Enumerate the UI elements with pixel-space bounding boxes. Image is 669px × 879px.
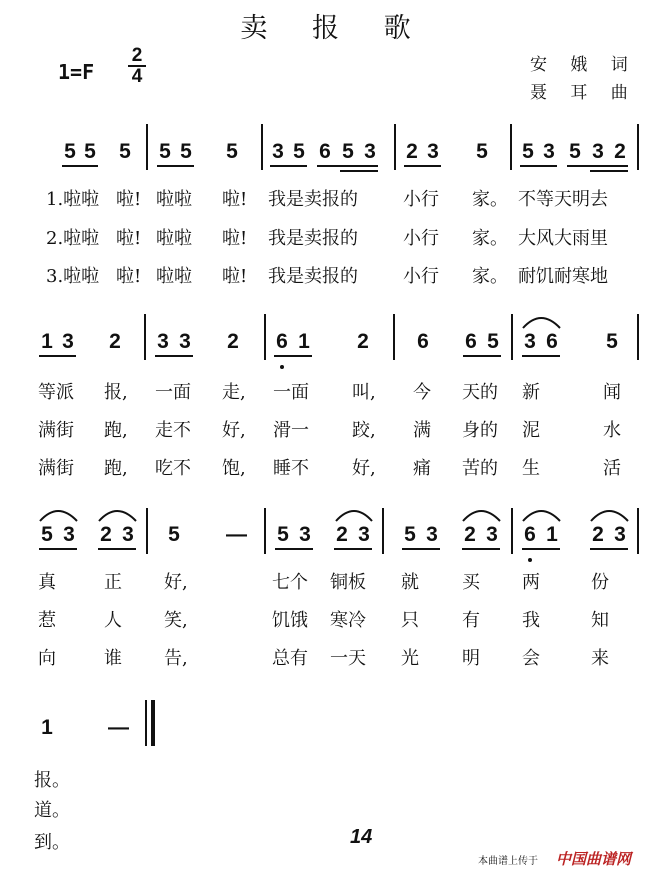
lyric: 走, <box>222 382 246 403</box>
lyric: 吃不 <box>155 458 191 479</box>
slur <box>523 318 560 328</box>
note: 5 <box>293 140 305 163</box>
key-signature: 1=F <box>58 60 95 84</box>
lyric: 笑, <box>164 610 188 631</box>
lyric: 等派 <box>38 382 74 403</box>
lyric: 啦! <box>116 189 142 210</box>
lyric: 2.啦啦 <box>46 228 100 249</box>
note: 6 <box>524 523 536 546</box>
lyric: 跑, <box>104 458 128 479</box>
lyric: 满街 <box>38 420 74 441</box>
note: 5 <box>277 523 289 546</box>
note: 5 <box>64 140 76 163</box>
lyricist-credit: 安 娥 词 <box>530 55 637 75</box>
note: 1 <box>298 330 310 353</box>
page-number: 14 <box>350 826 373 848</box>
lyric: 七个 <box>272 572 308 593</box>
note: 3 <box>614 523 626 546</box>
note: 1 <box>41 716 53 739</box>
slur <box>336 511 372 521</box>
lyric: 好, <box>222 420 246 441</box>
lyric: 明 <box>462 648 480 669</box>
lyric: 滑一 <box>273 420 309 441</box>
lyric: 啦啦 <box>156 228 192 249</box>
slur <box>99 511 136 521</box>
lyric: 报。 <box>34 770 70 791</box>
note: 1 <box>41 330 53 353</box>
lyric: 正 <box>104 572 122 593</box>
lyric: 饥饿 <box>272 610 308 631</box>
slur <box>591 511 628 521</box>
dash: — <box>226 523 247 546</box>
lyric: 有 <box>462 610 480 631</box>
note: 3 <box>179 330 191 353</box>
note: 5 <box>41 523 53 546</box>
lyric: 到。 <box>34 832 70 853</box>
lyric: 啦啦 <box>156 189 192 210</box>
note: 3 <box>157 330 169 353</box>
note: 3 <box>524 330 536 353</box>
note: 5 <box>522 140 534 163</box>
lyric: 小行 <box>403 266 439 287</box>
composer-credit: 聂 耳 曲 <box>530 83 637 103</box>
lyric: 份 <box>591 572 609 593</box>
lyric: 跑, <box>104 420 128 441</box>
note: 3 <box>122 523 134 546</box>
lyric: 向 <box>38 648 56 669</box>
lyric: 真 <box>38 572 56 593</box>
lyric: 痛 <box>413 458 431 479</box>
lyric: 人 <box>104 610 122 631</box>
note: 5 <box>84 140 96 163</box>
note: 2 <box>614 140 626 163</box>
note: 2 <box>227 330 239 353</box>
slur <box>463 511 500 521</box>
note: 3 <box>426 523 438 546</box>
lyric: 啦! <box>222 189 248 210</box>
note: 5 <box>476 140 488 163</box>
lyric: 泥 <box>522 420 540 441</box>
lyric: 家。 <box>472 266 508 287</box>
note: 3 <box>358 523 370 546</box>
lyric: 好, <box>164 572 188 593</box>
lyric: 我 <box>522 610 540 631</box>
note: 2 <box>336 523 348 546</box>
note: 5 <box>226 140 238 163</box>
note: 6 <box>465 330 477 353</box>
lyric: 一天 <box>330 648 366 669</box>
lyric: 3.啦啦 <box>46 266 100 287</box>
note: 6 <box>417 330 429 353</box>
slur <box>40 511 77 521</box>
note: 2 <box>357 330 369 353</box>
note: 5 <box>487 330 499 353</box>
lyric: 我是卖报的 <box>268 189 358 210</box>
note: 3 <box>364 140 376 163</box>
lyric: 今 <box>413 382 431 403</box>
note: 6 <box>319 140 331 163</box>
lyric: 饱, <box>222 458 246 479</box>
lyric: 铜板 <box>330 572 366 593</box>
lyric: 活 <box>603 458 621 479</box>
lyric: 谁 <box>104 648 122 669</box>
note: 3 <box>486 523 498 546</box>
lyric: 道。 <box>34 800 70 821</box>
slur <box>523 511 560 521</box>
lyric: 生 <box>522 458 540 479</box>
upload-note: 本曲谱上传于 <box>478 856 538 867</box>
lyric: 就 <box>401 572 419 593</box>
lyric: 啦! <box>116 266 142 287</box>
lyric: 耐饥耐寒地 <box>518 266 608 287</box>
lyric: 两 <box>522 572 540 593</box>
lyric: 光 <box>401 648 419 669</box>
note: 5 <box>119 140 131 163</box>
note: 2 <box>100 523 112 546</box>
note: 5 <box>606 330 618 353</box>
lyric: 好, <box>352 458 376 479</box>
note: 5 <box>159 140 171 163</box>
lyric: 睡不 <box>273 458 309 479</box>
song-title: 卖 报 歌 <box>240 13 429 44</box>
dash: — <box>108 716 129 739</box>
lyric: 身的 <box>462 420 498 441</box>
lyric: 走不 <box>155 420 191 441</box>
lyric: 天的 <box>462 382 498 403</box>
note: 3 <box>427 140 439 163</box>
lyric: 1.啦啦 <box>46 189 100 210</box>
lyric: 啦啦 <box>156 266 192 287</box>
note: 5 <box>404 523 416 546</box>
lyric: 一面 <box>273 382 309 403</box>
meter-top: 2 <box>128 46 146 67</box>
lyric: 我是卖报的 <box>268 266 358 287</box>
lyric: 寒冷 <box>330 610 366 631</box>
note: 3 <box>63 523 75 546</box>
note: 3 <box>592 140 604 163</box>
lyric: 报, <box>104 382 128 403</box>
lyric: 大风大雨里 <box>518 228 608 249</box>
lyric: 新 <box>522 382 540 403</box>
lyric: 会 <box>522 648 540 669</box>
note: 3 <box>272 140 284 163</box>
lyric: 不等天明去 <box>518 189 608 210</box>
lyric: 买 <box>462 572 480 593</box>
lyric: 跤, <box>352 420 376 441</box>
meter-bottom: 4 <box>131 66 143 87</box>
note: 6 <box>276 330 288 353</box>
lyric: 啦! <box>222 228 248 249</box>
lyric: 家。 <box>472 189 508 210</box>
lyric: 惹 <box>38 610 56 631</box>
lyric: 来 <box>591 648 609 669</box>
lyric: 闻 <box>603 382 621 403</box>
note: 2 <box>109 330 121 353</box>
lyric: 水 <box>603 420 621 441</box>
lyric: 小行 <box>403 189 439 210</box>
lyric: 我是卖报的 <box>268 228 358 249</box>
note: 2 <box>464 523 476 546</box>
lyric: 啦! <box>222 266 248 287</box>
lyric: 知 <box>591 610 609 631</box>
note: 2 <box>592 523 604 546</box>
lyric: 小行 <box>403 228 439 249</box>
site-logo: 中国曲谱网 <box>556 851 632 868</box>
note: 1 <box>546 523 558 546</box>
lyric: 告, <box>164 648 188 669</box>
note: 2 <box>406 140 418 163</box>
lyric: 啦! <box>116 228 142 249</box>
lyric: 家。 <box>472 228 508 249</box>
lyric: 苦的 <box>462 458 498 479</box>
note: 5 <box>168 523 180 546</box>
lyric: 满 <box>413 420 431 441</box>
lyric: 只 <box>401 610 419 631</box>
lyric: 满街 <box>38 458 74 479</box>
note: 5 <box>180 140 192 163</box>
lyric: 总有 <box>272 648 308 669</box>
note: 3 <box>299 523 311 546</box>
note: 5 <box>569 140 581 163</box>
note: 6 <box>546 330 558 353</box>
note: 3 <box>62 330 74 353</box>
note: 3 <box>543 140 555 163</box>
lyric: 一面 <box>155 382 191 403</box>
lyric: 叫, <box>352 382 376 403</box>
note: 5 <box>342 140 354 163</box>
